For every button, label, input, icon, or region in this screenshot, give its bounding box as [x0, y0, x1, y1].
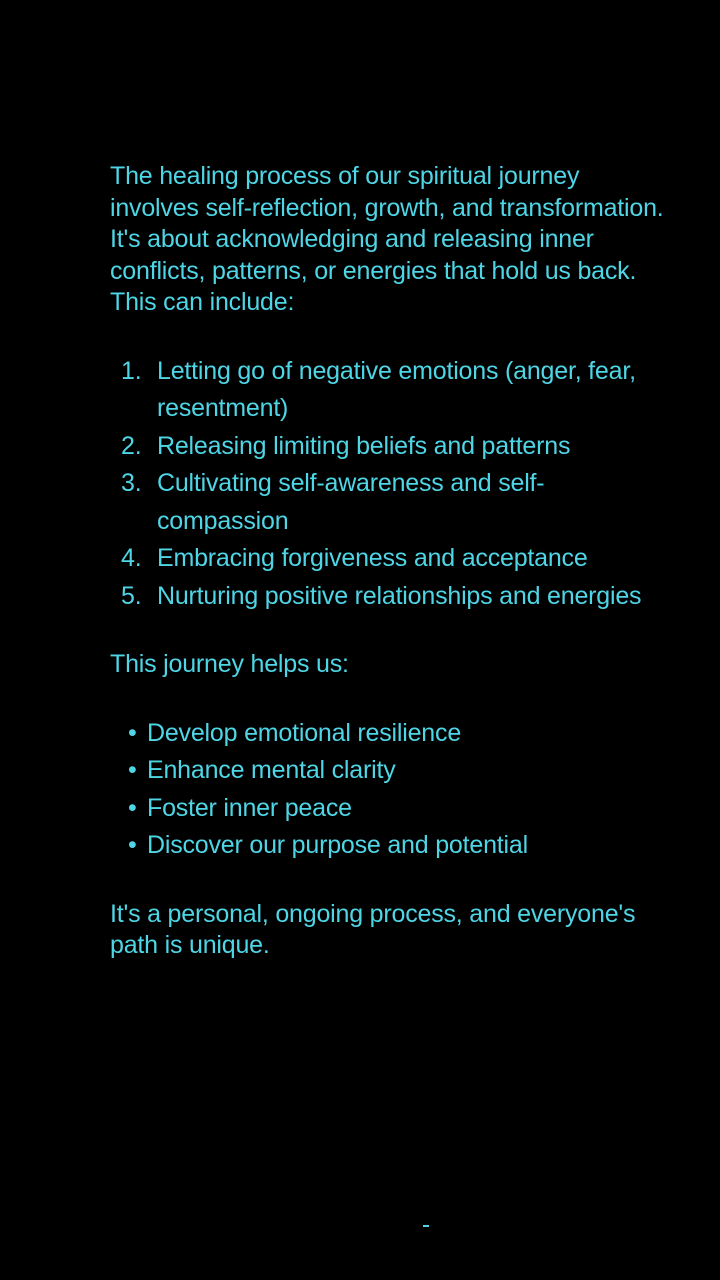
list-item-text: Letting go of negative emotions (anger, fear, resentment) — [157, 356, 636, 422]
list-item-text: Releasing limiting beliefs and patterns — [157, 431, 571, 460]
list-item — [110, 827, 670, 865]
intro-paragraph: The healing process of our spiritual journey involves self-reflection, growth, and transformation. It's about acknowledging and releasing inner conflicts, patterns, or energies that hold us back. This can include: — [110, 162, 664, 316]
list-item — [110, 715, 670, 753]
list-item — [110, 353, 670, 428]
list-number: 1. — [121, 356, 142, 385]
list-item-text: Nurturing positive relationships and energies — [157, 581, 642, 610]
list-item — [110, 428, 670, 466]
list-item — [110, 540, 670, 578]
list-item-text: Foster inner peace — [147, 793, 352, 822]
list-item-text: Enhance mental clarity — [147, 756, 396, 784]
list-item — [110, 465, 670, 540]
cursor-indicator — [423, 1225, 429, 1227]
benefits-list — [110, 715, 670, 865]
list-number: 2. — [121, 431, 142, 460]
list-item-text: Cultivating self-awareness and self-compassion — [157, 469, 545, 535]
message-content — [110, 161, 670, 962]
list-item — [110, 752, 670, 790]
list-item-text: Develop emotional resilience — [147, 718, 462, 747]
list-number: 4. — [121, 544, 142, 572]
list-item — [110, 578, 670, 616]
closing-paragraph: It's a personal, ongoing process, and everyone's path is unique. — [110, 899, 636, 959]
list-number: 5. — [121, 581, 142, 610]
bullet-icon: • — [128, 793, 137, 822]
bullet-icon: • — [128, 756, 137, 784]
list-item-text: Discover our purpose and potential — [147, 831, 528, 859]
benefits-intro: This journey helps us: — [110, 650, 349, 678]
list-item-text: Embracing forgiveness and acceptance — [157, 544, 588, 572]
list-item — [110, 790, 670, 828]
bullet-icon: • — [128, 718, 137, 747]
bullet-icon: • — [128, 831, 137, 859]
list-number: 3. — [121, 469, 142, 497]
healing-steps-list — [110, 353, 670, 616]
